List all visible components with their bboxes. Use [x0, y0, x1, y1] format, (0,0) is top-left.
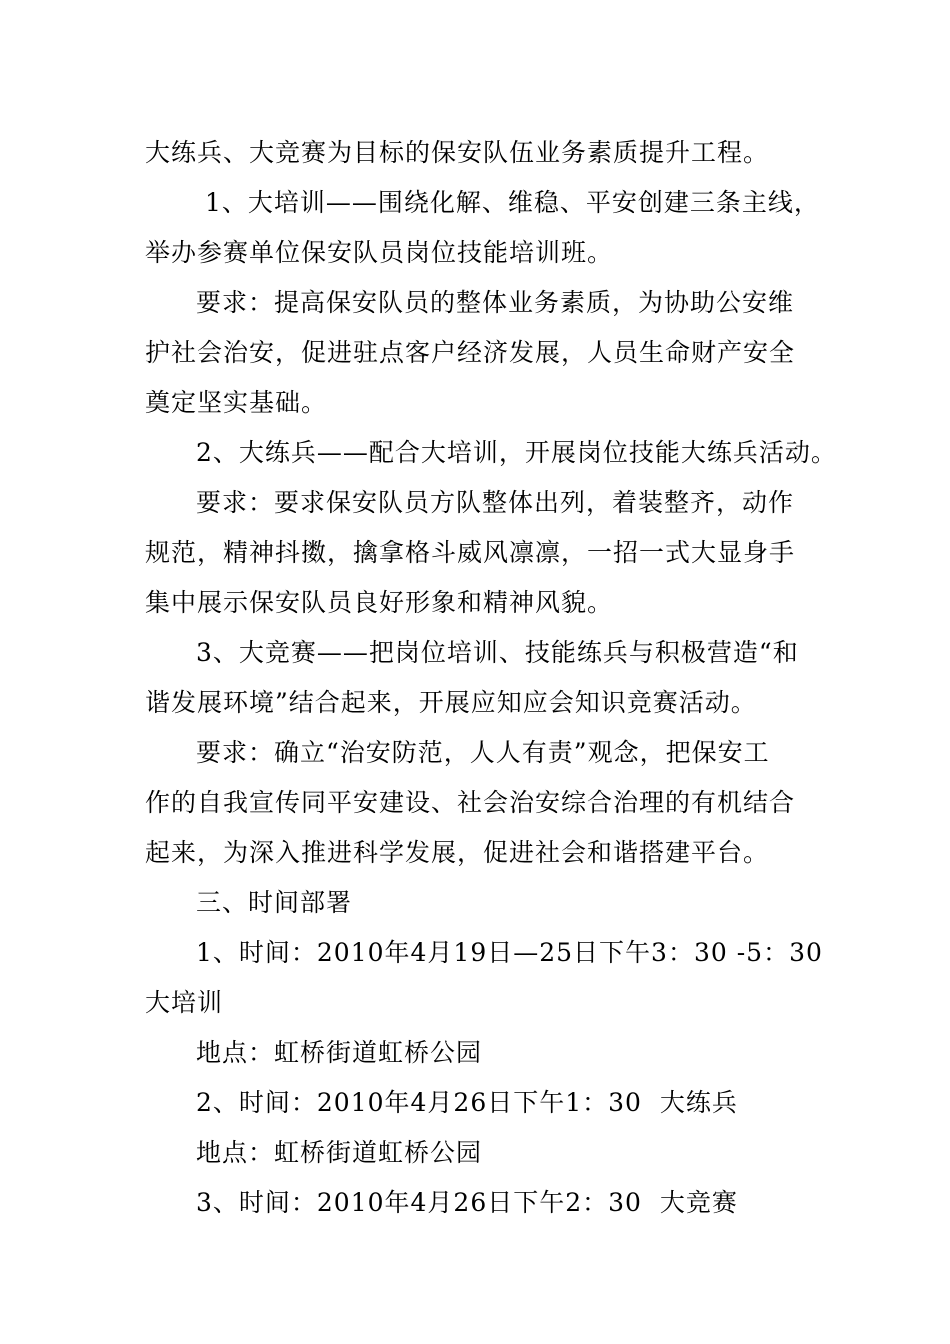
schedule-line: 1、时间：2010年4月19日—25日下午3：30 -5：30: [196, 938, 823, 967]
paragraph-line: 要求：要求保安队员方队整体出列，着装整齐，动作: [196, 488, 795, 517]
paragraph-line: 举办参赛单位保安队员岗位技能培训班。: [145, 238, 614, 267]
paragraph-line: 要求：提高保安队员的整体业务素质，为协助公安维: [196, 288, 795, 317]
paragraph-line: 集中展示保安队员良好形象和精神风貌。: [145, 588, 614, 617]
paragraph-line: 1、大培训——围绕化解、维稳、平安创建三条主线，: [196, 188, 820, 217]
paragraph-line: 奠定坚实基础。: [145, 388, 328, 417]
schedule-line: 地点：虹桥街道虹桥公园: [196, 1138, 483, 1167]
paragraph-line: 起来，为深入推进科学发展，促进社会和谐搭建平台。: [145, 838, 770, 867]
paragraph-line: 2、大练兵——配合大培训，开展岗位技能大练兵活动。: [196, 438, 837, 467]
schedule-line: 2、时间：2010年4月26日下午1：30 大练兵: [196, 1088, 738, 1117]
paragraph-line: 谐发展环境”结合起来，开展应知应会知识竞赛活动。: [145, 688, 757, 717]
schedule-line: 3、时间：2010年4月26日下午2：30 大竞赛: [196, 1188, 738, 1217]
paragraph-line: 3、大竞赛——把岗位培训、技能练兵与积极营造“和: [196, 638, 799, 667]
paragraph-line: 规范，精神抖擞，擒拿格斗威风凛凛，一招一式大显身手: [145, 538, 796, 567]
paragraph-line: 护社会治安，促进驻点客户经济发展，人员生命财产安全: [145, 338, 796, 367]
schedule-line: 地点：虹桥街道虹桥公园: [196, 1038, 483, 1067]
section-heading: 三、时间部署: [196, 888, 353, 917]
schedule-line: 大培训: [145, 988, 224, 1017]
paragraph-line: 大练兵、大竞赛为目标的保安队伍业务素质提升工程。: [145, 138, 770, 167]
paragraph-line: 要求：确立“治安防范，人人有责”观念，把保安工: [196, 738, 770, 767]
paragraph-line: 作的自我宣传同平安建设、社会治安综合治理的有机结合: [145, 788, 796, 817]
